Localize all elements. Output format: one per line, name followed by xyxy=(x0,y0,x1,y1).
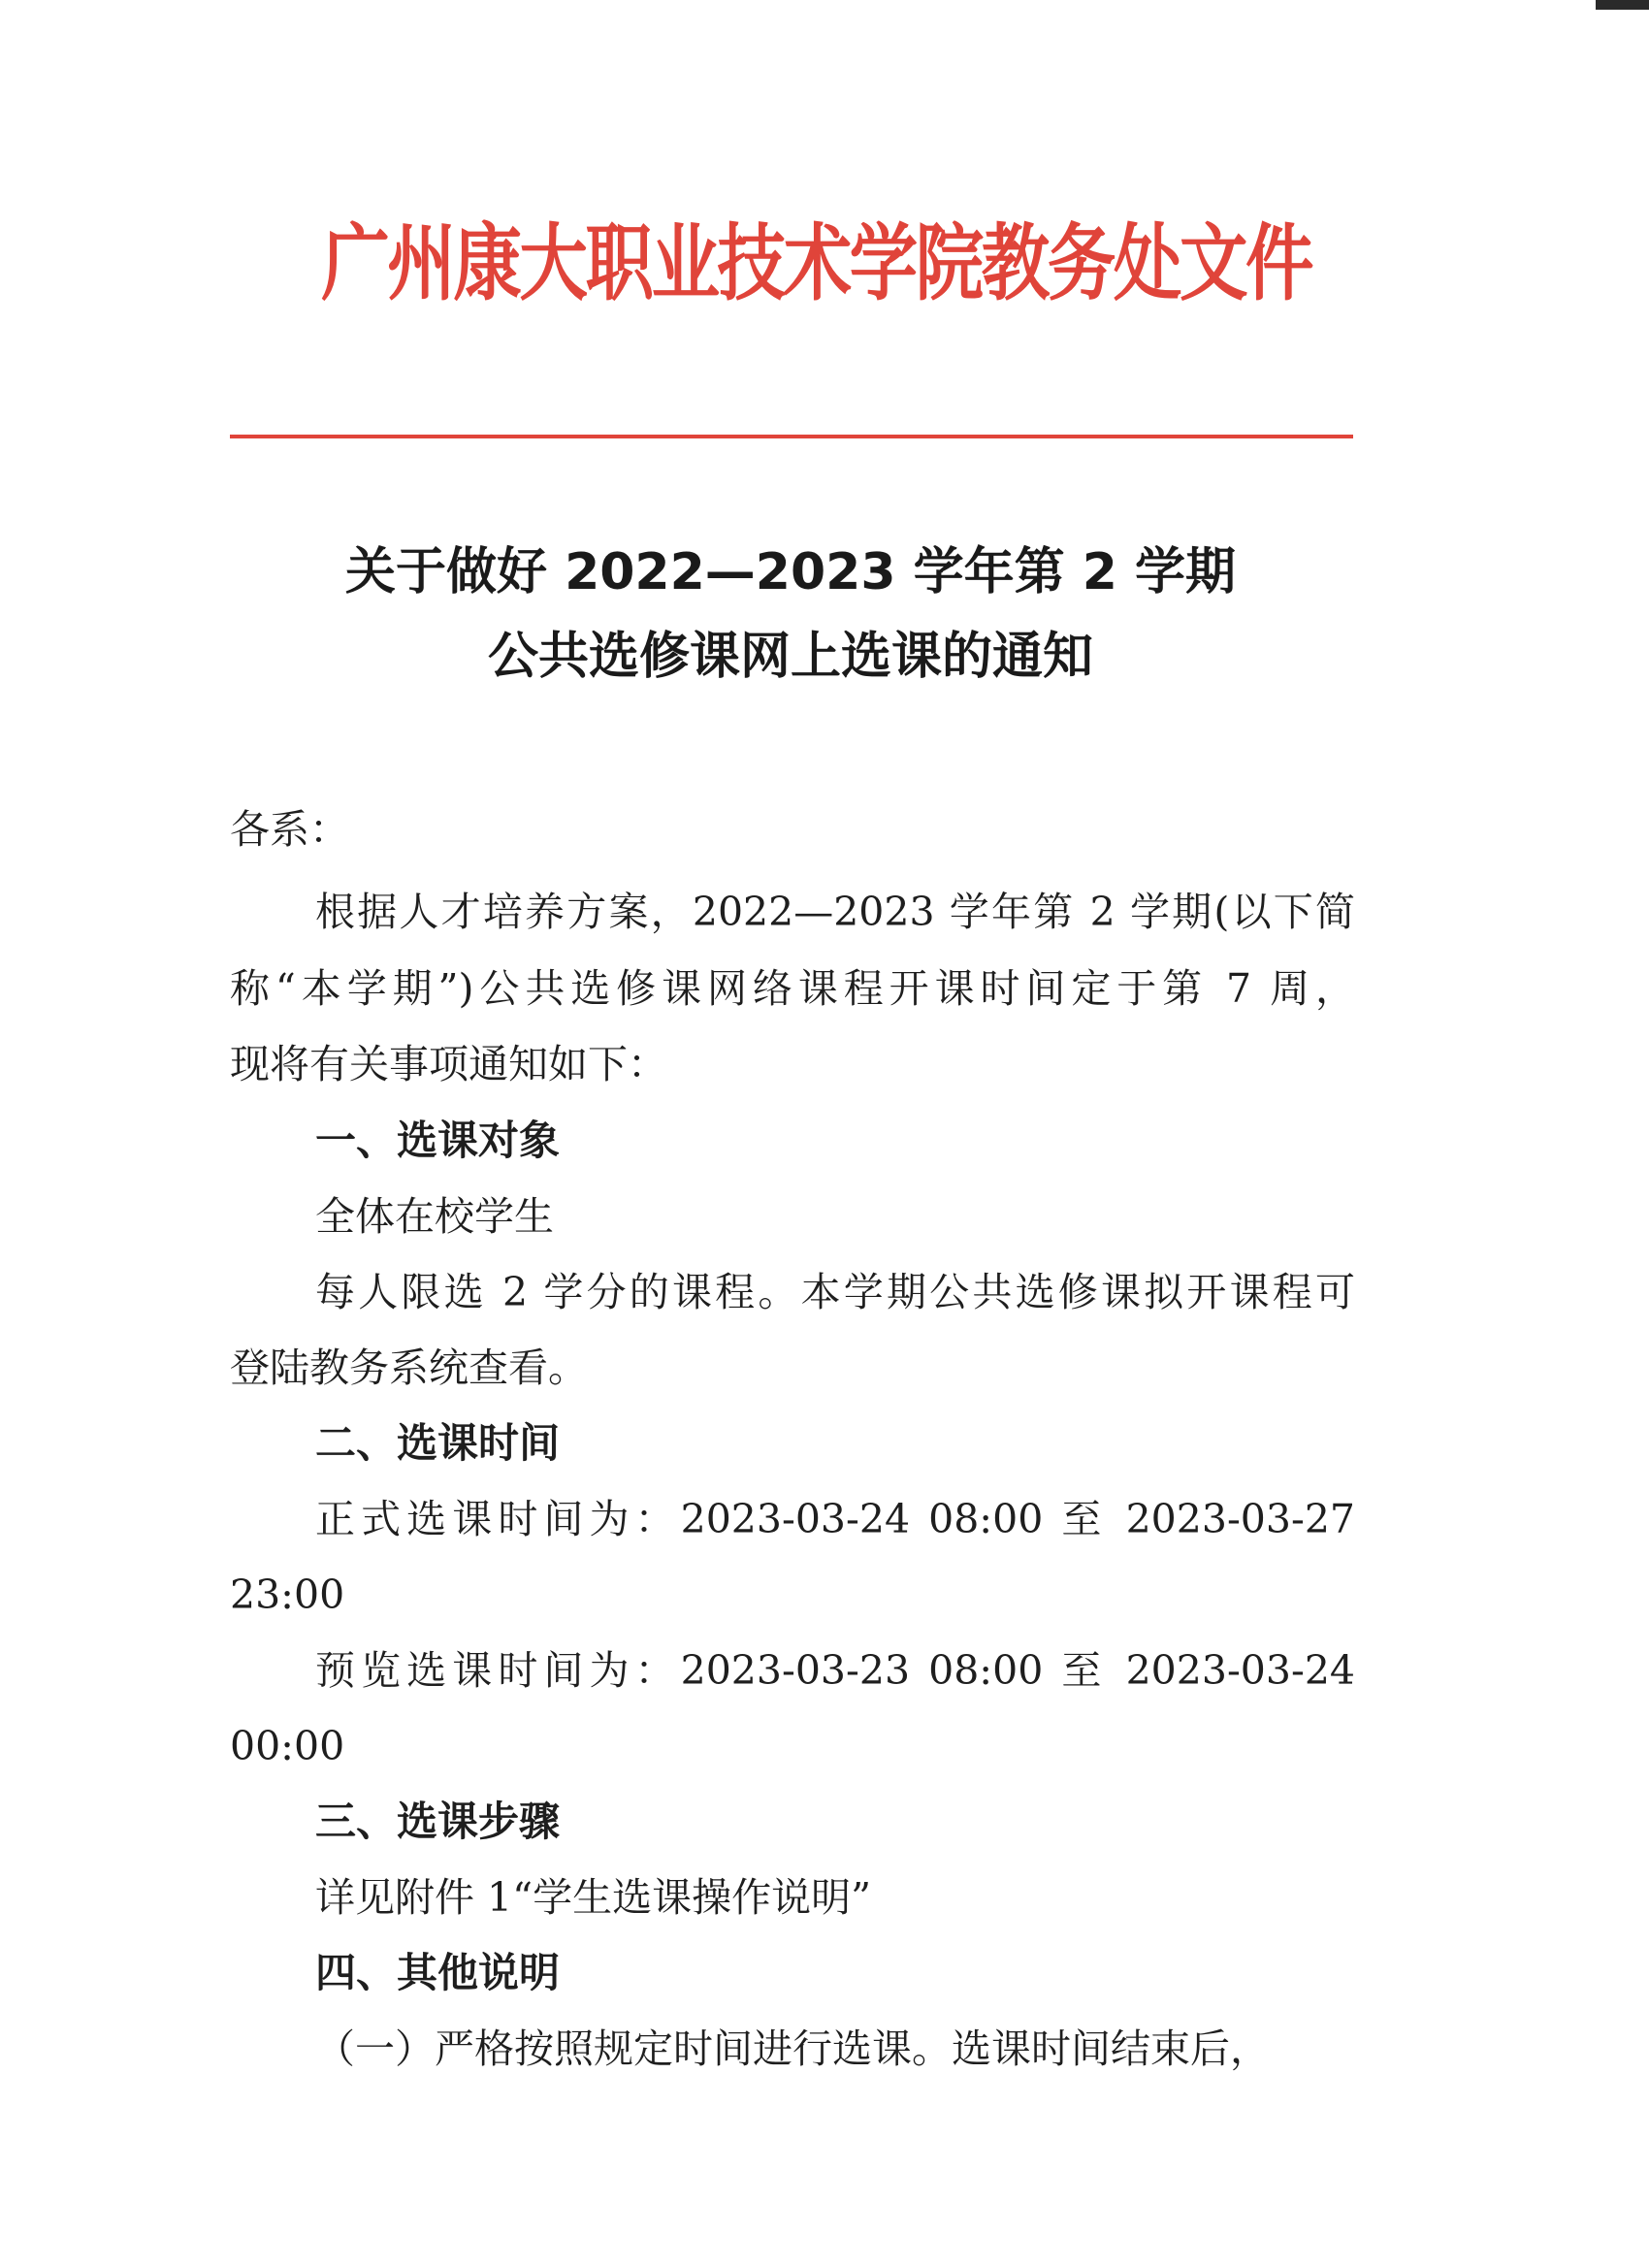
preview-selection-time-end: 00:00 xyxy=(230,1723,345,1769)
notice-title-line-2: 公共选修课网上选课的通知 xyxy=(487,628,1093,686)
document-masthead: 广州康大职业技术学院教务处文件 xyxy=(321,214,1312,312)
notice-title-line-1: 关于做好 2022—2023 学年第 2 学期 xyxy=(344,543,1237,601)
preview-selection-time: 预览选课时间为：2023-03-23 08:00 至 2023-03-24 xyxy=(315,1647,1355,1694)
salutation: 各系： xyxy=(230,806,349,853)
section-1-heading: 一、选课对象 xyxy=(315,1117,561,1164)
masthead-red-rule xyxy=(230,435,1353,438)
section-4-heading: 四、其他说明 xyxy=(315,1949,561,1996)
scan-corner-mark xyxy=(1596,0,1649,10)
formal-selection-time-end: 23:00 xyxy=(230,1571,345,1618)
intro-line-3: 现将有关事项通知如下： xyxy=(230,1041,667,1087)
section-2-heading: 二、选课时间 xyxy=(315,1419,561,1467)
section-3-heading: 三、选课步骤 xyxy=(315,1798,561,1845)
section-1-line-2: 每人限选 2 学分的课程。本学期公共选修课拟开课程可 xyxy=(315,1269,1355,1315)
section-1-line-3: 登陆教务系统查看。 xyxy=(230,1345,588,1391)
section-4-line: （一）严格按照规定时间进行选课。选课时间结束后， xyxy=(315,2025,1270,2072)
intro-line-1: 根据人才培养方案，2022—2023 学年第 2 学期(以下简 xyxy=(315,889,1355,935)
section-3-line: 详见附件 1“学生选课操作说明” xyxy=(315,1874,872,1921)
section-1-line-1: 全体在校学生 xyxy=(315,1193,554,1240)
intro-line-2: 称“本学期”)公共选修课网络课程开课时间定于第 7 周， xyxy=(230,965,1355,1012)
formal-selection-time: 正式选课时间为：2023-03-24 08:00 至 2023-03-27 xyxy=(315,1496,1355,1542)
